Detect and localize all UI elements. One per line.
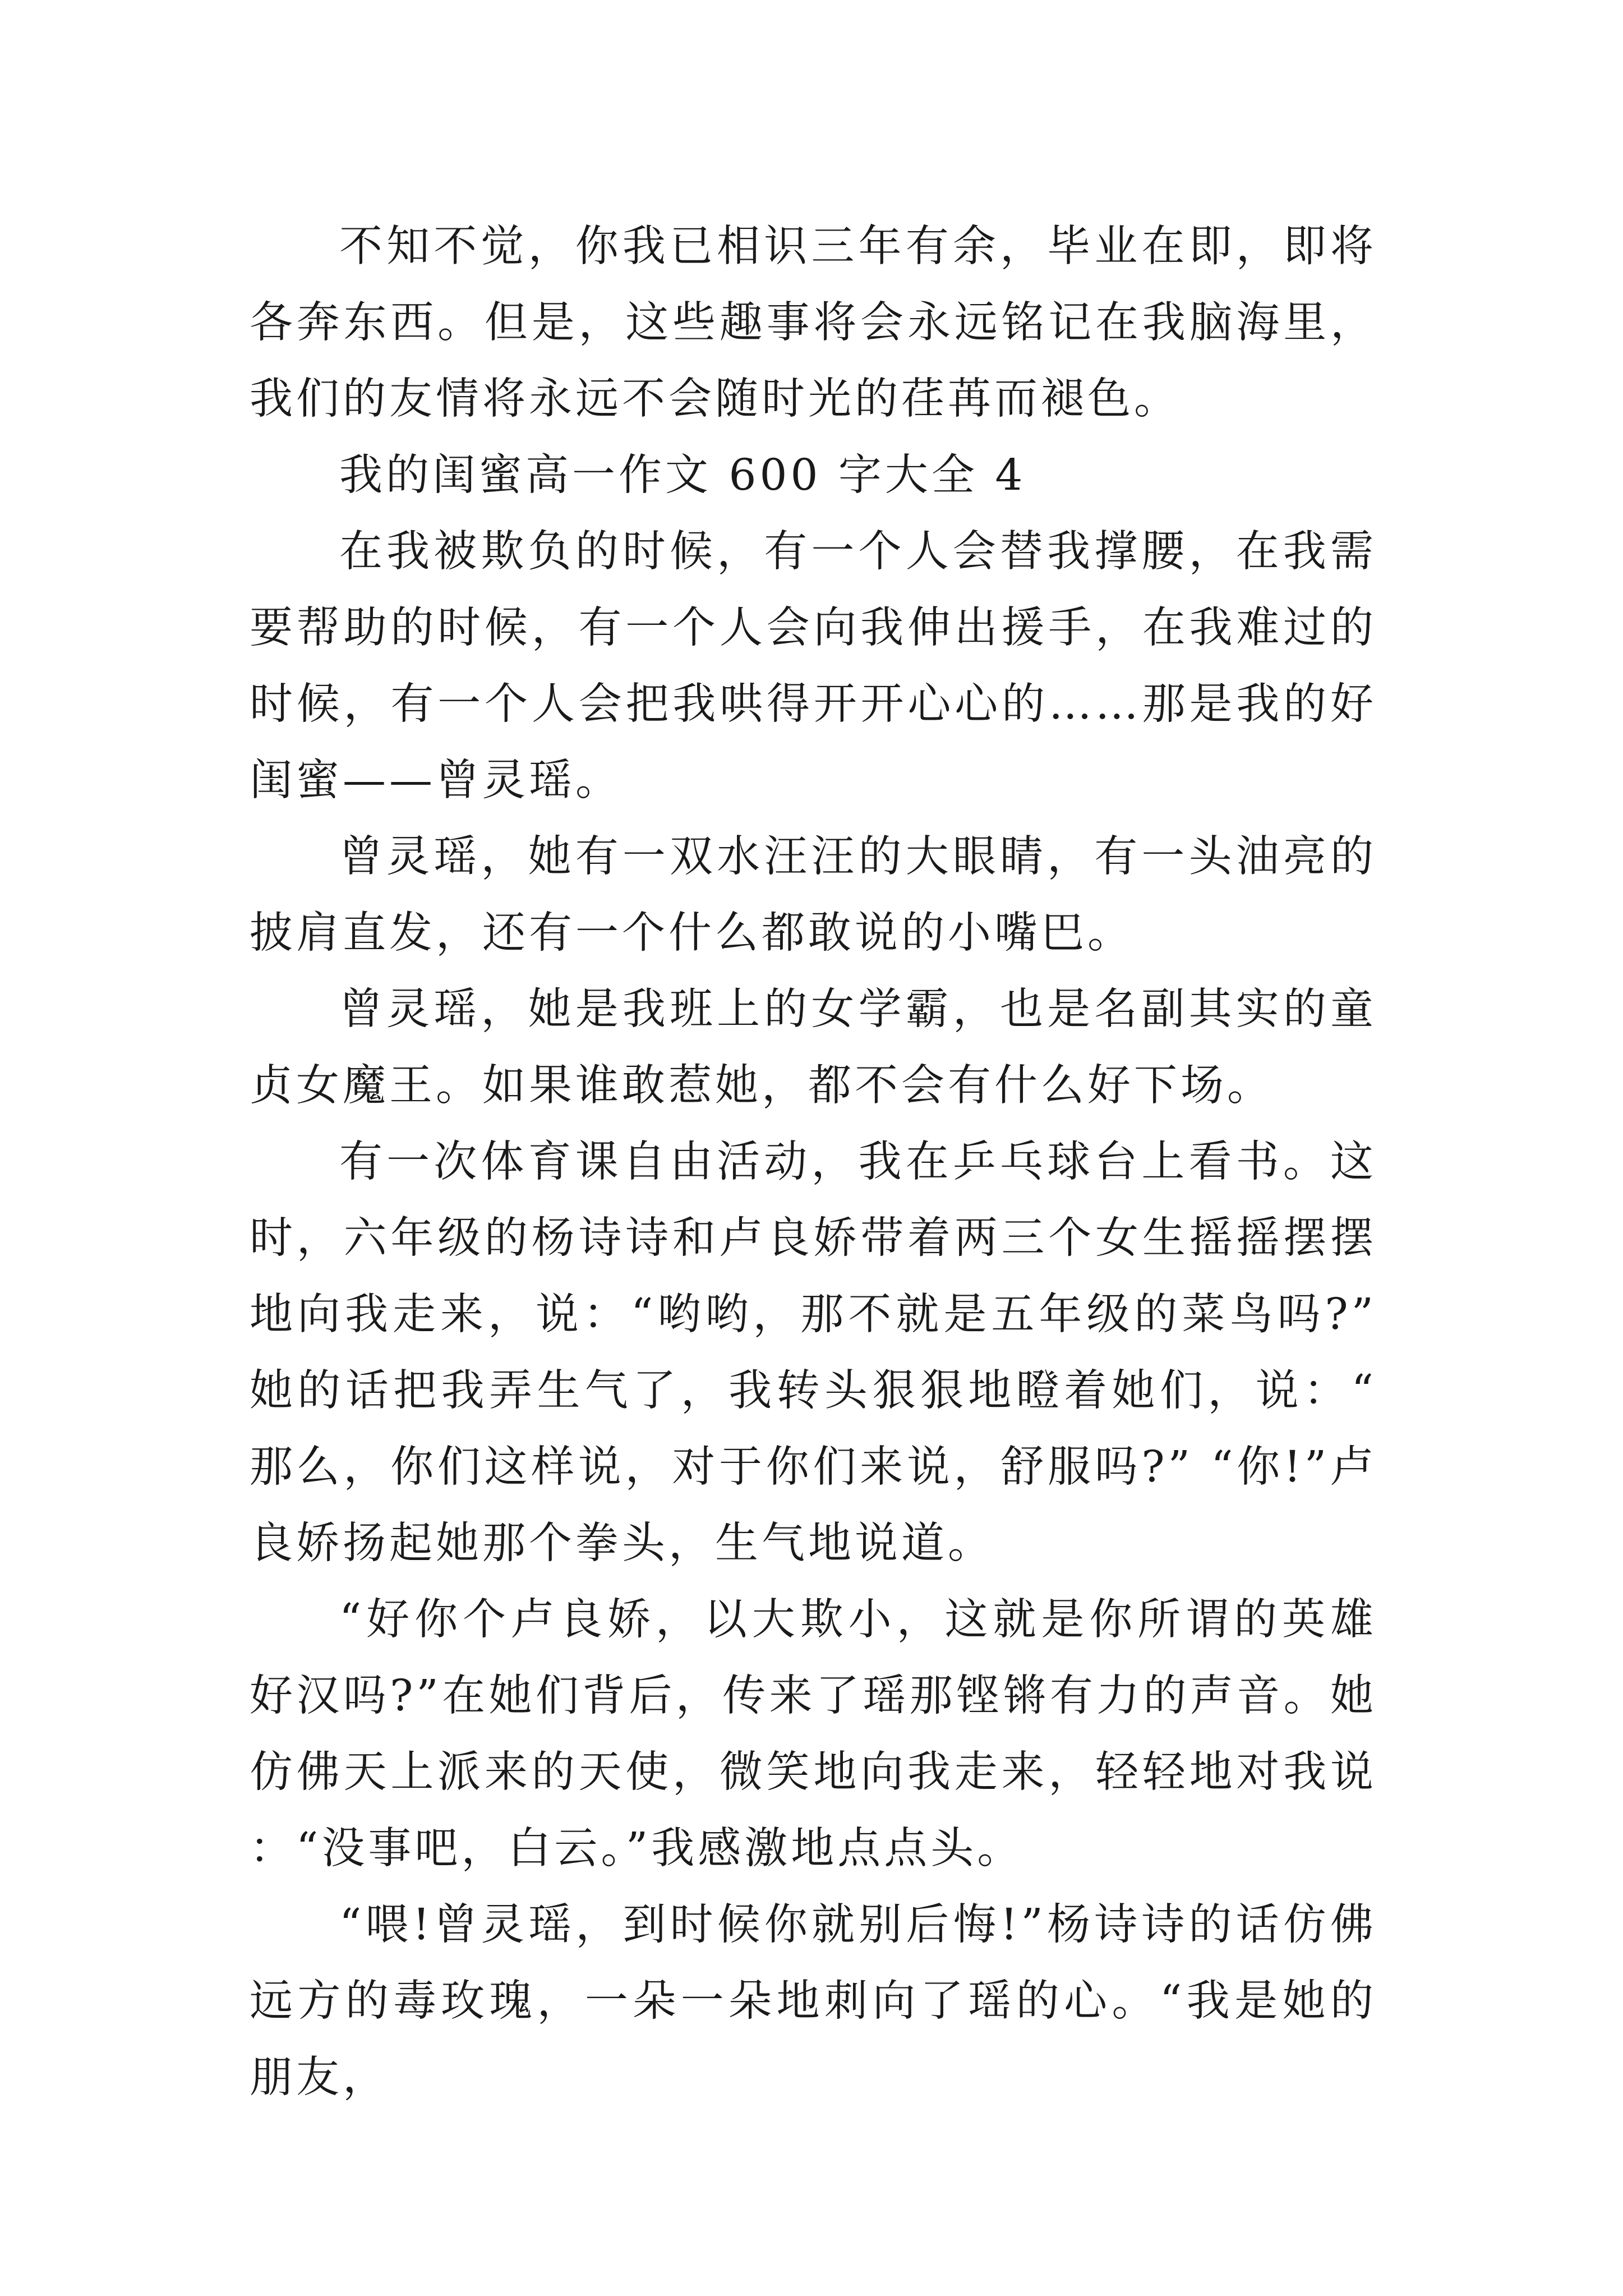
paragraph-incident: 有一次体育课自由活动，我在乒乓球台上看书。这时，六年级的杨诗诗和卢良娇带着两三个女生摇摇摆摆地向我走来，说：“哟哟，那不就是五年级的菜鸟吗?”她的话把我弄生气了，我转头狠狠地瞪着她们，说：“那么，你们这样说，对于你们来说，舒服吗?” “你!”卢良娇扬起她那个拳头，生气地说道。 xyxy=(250,1137,1377,1568)
paragraph-closing: 不知不觉，你我已相识三年有余，毕业在即，即将各奔东西。但是，这些趣事将会永远铭记在我脑海里，我们的友情将永远不会随时光的荏苒而褪色。 xyxy=(250,222,1377,424)
paragraph-threat: “喂!曾灵瑶，到时候你就别后悔!”杨诗诗的话仿佛远方的毒玫瑰，一朵一朵地刺向了瑶的心。“我是她的朋友， xyxy=(250,1900,1377,2102)
section-heading: 我的闺蜜高一作文 600 字大全 4 xyxy=(339,450,1026,500)
paragraph-appearance: 曾灵瑶，她有一双水汪汪的大眼睛，有一头油亮的披肩直发，还有一个什么都敢说的小嘴巴。 xyxy=(250,832,1377,958)
paragraph-rescue: “好你个卢良娇，以大欺小，这就是你所谓的英雄好汉吗?”在她们背后，传来了瑶那铿锵有力的声音。她仿佛天上派来的天使，微笑地向我走来，轻轻地对我说：“没事吧，白云。”我感激地点点头。 xyxy=(250,1595,1377,1874)
paragraph-intro: 在我被欺负的时候，有一个人会替我撑腰，在我需要帮助的时候，有一个人会向我伸出援手，在我难过的时候，有一个人会把我哄得开开心心的……那是我的好闺蜜——曾灵瑶。 xyxy=(250,527,1377,806)
document-body xyxy=(250,209,1377,2116)
paragraph-character: 曾灵瑶，她是我班上的女学霸，也是名副其实的童贞女魔王。如果谁敢惹她，都不会有什么好下场。 xyxy=(250,984,1377,1111)
